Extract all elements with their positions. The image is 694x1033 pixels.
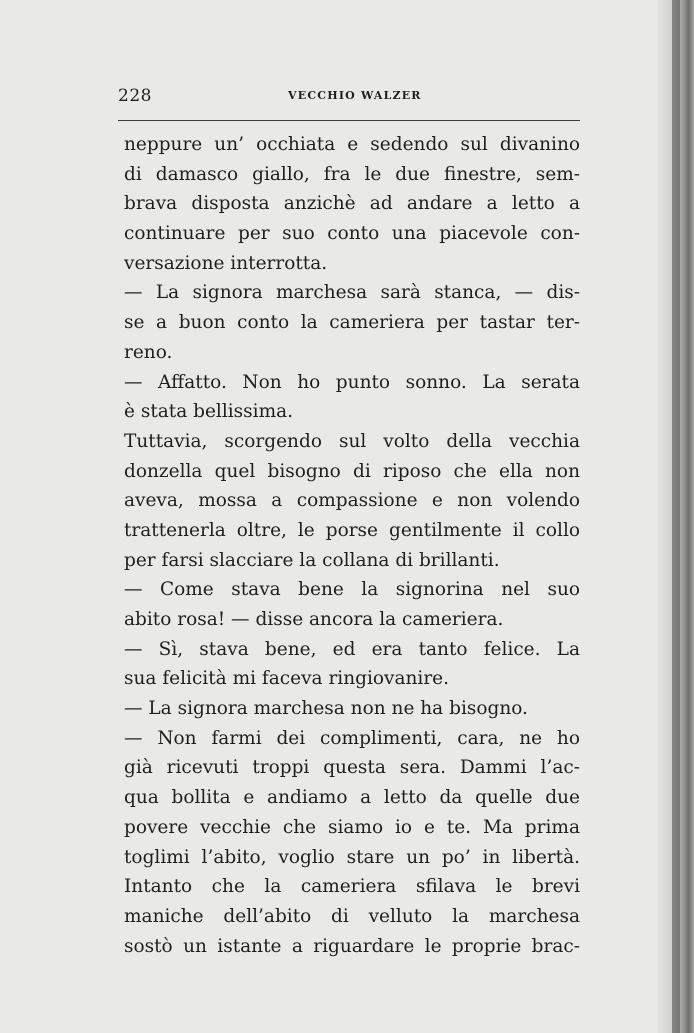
text-line: aveva, mossa a compassione e non volendo xyxy=(124,490,580,512)
text-line: povere vecchie che siamo io e te. Ma prima xyxy=(124,816,580,838)
text-line: — Sì, stava bene, ed era tanto felice. La xyxy=(124,638,580,660)
running-header xyxy=(118,86,578,108)
text-line: è stata bellissima. xyxy=(124,401,294,423)
text-line: qua bollita e andiamo a letto da quelle due xyxy=(124,787,580,809)
text-line: Tuttavia, scorgendo sul volto della vecchia xyxy=(124,430,580,452)
text-line: — Come stava bene la signorina nel suo xyxy=(124,579,580,601)
text-line: di damasco giallo, fra le due finestre, sem- xyxy=(124,163,580,185)
running-title: VECCHIO WALZER xyxy=(288,89,422,102)
text-line: sostò un istante a riguardare le proprie brac- xyxy=(124,935,580,957)
text-line: reno. xyxy=(124,341,173,363)
text-line: — Affatto. Non ho punto sonno. La serata xyxy=(124,371,580,393)
text-line: versazione interrotta. xyxy=(124,252,328,274)
text-line: se a buon conto la cameriera per tastar ter- xyxy=(124,312,580,334)
text-line: — Non farmi dei complimenti, cara, ne ho xyxy=(124,727,580,749)
text-line: per farsi slacciare la collana di brillanti. xyxy=(124,549,500,571)
text-line: donzella quel bisogno di riposo che ella non xyxy=(124,460,580,482)
text-line: abito rosa! — disse ancora la cameriera. xyxy=(124,609,504,630)
text-line: toglimi l’abito, voglio stare un po’ in libertà. xyxy=(124,846,580,868)
text-line: già ricevuti troppi questa sera. Dammi l’ac- xyxy=(124,757,580,779)
text-line: brava disposta anzichè ad andare a letto a xyxy=(124,193,580,215)
body-text xyxy=(124,130,580,961)
text-line: maniche dell’abito di velluto la marchesa xyxy=(124,905,580,927)
text-line: — La signora marchesa non ne ha bisogno. xyxy=(124,698,528,720)
text-line: trattenerla oltre, le porse gentilmente il collo xyxy=(124,519,580,541)
header-rule xyxy=(118,120,580,121)
page-number: 228 xyxy=(118,86,152,106)
text-line: continuare per suo conto una piacevole con- xyxy=(124,223,580,245)
text-line: sua felicità mi faceva ringiovanire. xyxy=(124,668,450,690)
page-edge-shadow xyxy=(658,0,694,1033)
text-line: — La signora marchesa sarà stanca, — dis- xyxy=(124,282,580,304)
binding-strip xyxy=(672,0,680,1033)
text-line: neppure un’ occhiata e sedendo sul divanino xyxy=(124,134,580,155)
text-line: Intanto che la cameriera sfilava le brevi xyxy=(124,876,580,898)
